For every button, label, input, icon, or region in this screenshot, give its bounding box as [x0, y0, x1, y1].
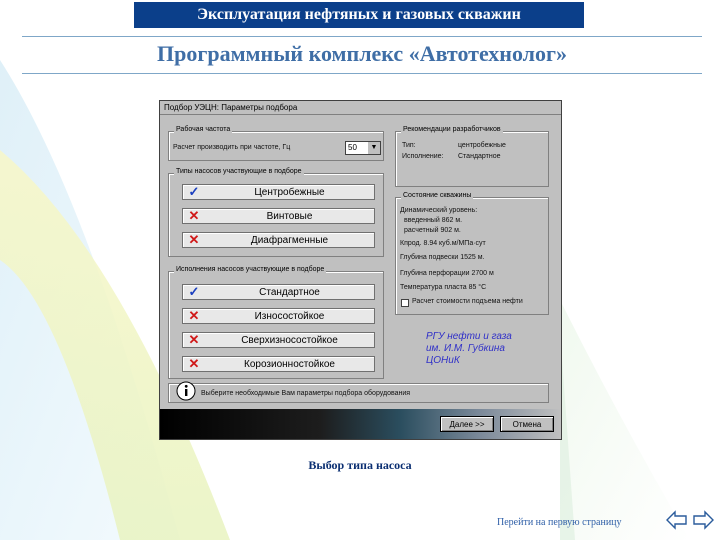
info-text: Выберите необходимые Вам параметры подбора оборудования: [201, 390, 411, 397]
group-pump-types: [168, 168, 384, 257]
arrow-left-icon[interactable]: [666, 510, 688, 530]
organization-signature: [426, 331, 512, 367]
check-icon: ✓: [188, 284, 200, 299]
well-line: Глубина перфорации 2700 м: [400, 270, 494, 277]
figure-caption: Выбор типа насоса: [308, 458, 412, 472]
type-label: Тип:: [402, 142, 416, 149]
cost-checkbox-label: Расчет стоимости подъема нефти: [412, 298, 523, 305]
header-title-bar: [134, 2, 584, 28]
exec-super-wear-resistant[interactable]: [182, 332, 375, 348]
frequency-select[interactable]: [345, 141, 381, 155]
next-button[interactable]: Далее >>: [440, 416, 494, 432]
chevron-down-icon[interactable]: ▼: [368, 142, 380, 154]
option-label: Корозионностойкое: [244, 358, 335, 370]
exec-standard[interactable]: [182, 284, 375, 300]
option-label: Износостойкое: [254, 310, 325, 322]
dialog-screenshot: [159, 100, 562, 440]
check-icon: ✓: [188, 184, 200, 199]
group-recommendations: [395, 126, 549, 187]
pump-type-centrifugal[interactable]: [182, 184, 375, 200]
cross-icon: ✕: [188, 356, 200, 371]
well-line: Кпрод. 8.94 куб.м/МПа·сут: [400, 240, 486, 247]
page-subtitle: Программный комплекс «Автотехнолог»: [157, 41, 567, 66]
well-line: введенный 862 м.: [404, 217, 463, 224]
well-line: Температура пласта 85 °С: [400, 284, 487, 291]
group-label: Исполнения насосов участвующие в подборе: [176, 266, 325, 273]
first-page-link[interactable]: Перейти на первую страницу: [497, 517, 622, 528]
signature-line: им. И.М. Губкина: [426, 343, 505, 354]
type-value: центробежные: [458, 142, 506, 149]
group-label: Типы насосов участвующие в подборе: [176, 168, 302, 175]
exec-corrosion-resistant[interactable]: [182, 356, 375, 372]
info-icon: [175, 380, 197, 402]
cross-icon: ✕: [188, 332, 200, 347]
pump-type-screw[interactable]: [182, 208, 375, 224]
cross-icon: ✕: [188, 308, 200, 323]
pump-type-diaphragm[interactable]: [182, 232, 375, 248]
option-label: Стандартное: [259, 286, 320, 298]
dialog-title: Подбор УЭЦН: Параметры подбора: [160, 101, 561, 115]
group-label: Рабочая частота: [176, 126, 231, 133]
signature-line: ЦОНиК: [426, 355, 460, 366]
cost-checkbox[interactable]: [401, 299, 409, 307]
exec-value: Стандартное: [458, 153, 501, 160]
group-well-state: [395, 192, 549, 315]
group-pump-execution: [168, 266, 384, 379]
well-line: расчетный 902 м.: [404, 227, 461, 234]
cross-icon: ✕: [188, 232, 200, 247]
well-line: Глубина подвески 1525 м.: [400, 254, 485, 261]
cancel-button[interactable]: Отмена: [500, 416, 554, 432]
option-label: Центробежные: [254, 186, 325, 198]
arrow-right-icon[interactable]: [692, 510, 714, 530]
group-label: Состояние скважины: [403, 192, 472, 199]
exec-label: Исполнение:: [402, 153, 444, 160]
frequency-field-label: Расчет производить при частоте, Гц: [173, 144, 291, 151]
signature-line: РГУ нефти и газа: [426, 331, 512, 342]
frequency-value: 50: [348, 143, 357, 152]
header-title: Эксплуатация нефтяных и газовых скважин: [197, 6, 521, 23]
info-bar: [168, 383, 549, 403]
group-label: Рекомендации разработчиков: [403, 126, 501, 133]
option-label: Диафрагменные: [250, 234, 329, 246]
exec-wear-resistant[interactable]: [182, 308, 375, 324]
group-work-frequency: [168, 126, 384, 161]
cross-icon: ✕: [188, 208, 200, 223]
option-label: Винтовые: [266, 210, 313, 222]
divider: [22, 36, 702, 37]
well-line: Динамический уровень:: [400, 207, 478, 214]
option-label: Сверхизносостойкое: [241, 334, 338, 346]
divider: [22, 73, 702, 74]
